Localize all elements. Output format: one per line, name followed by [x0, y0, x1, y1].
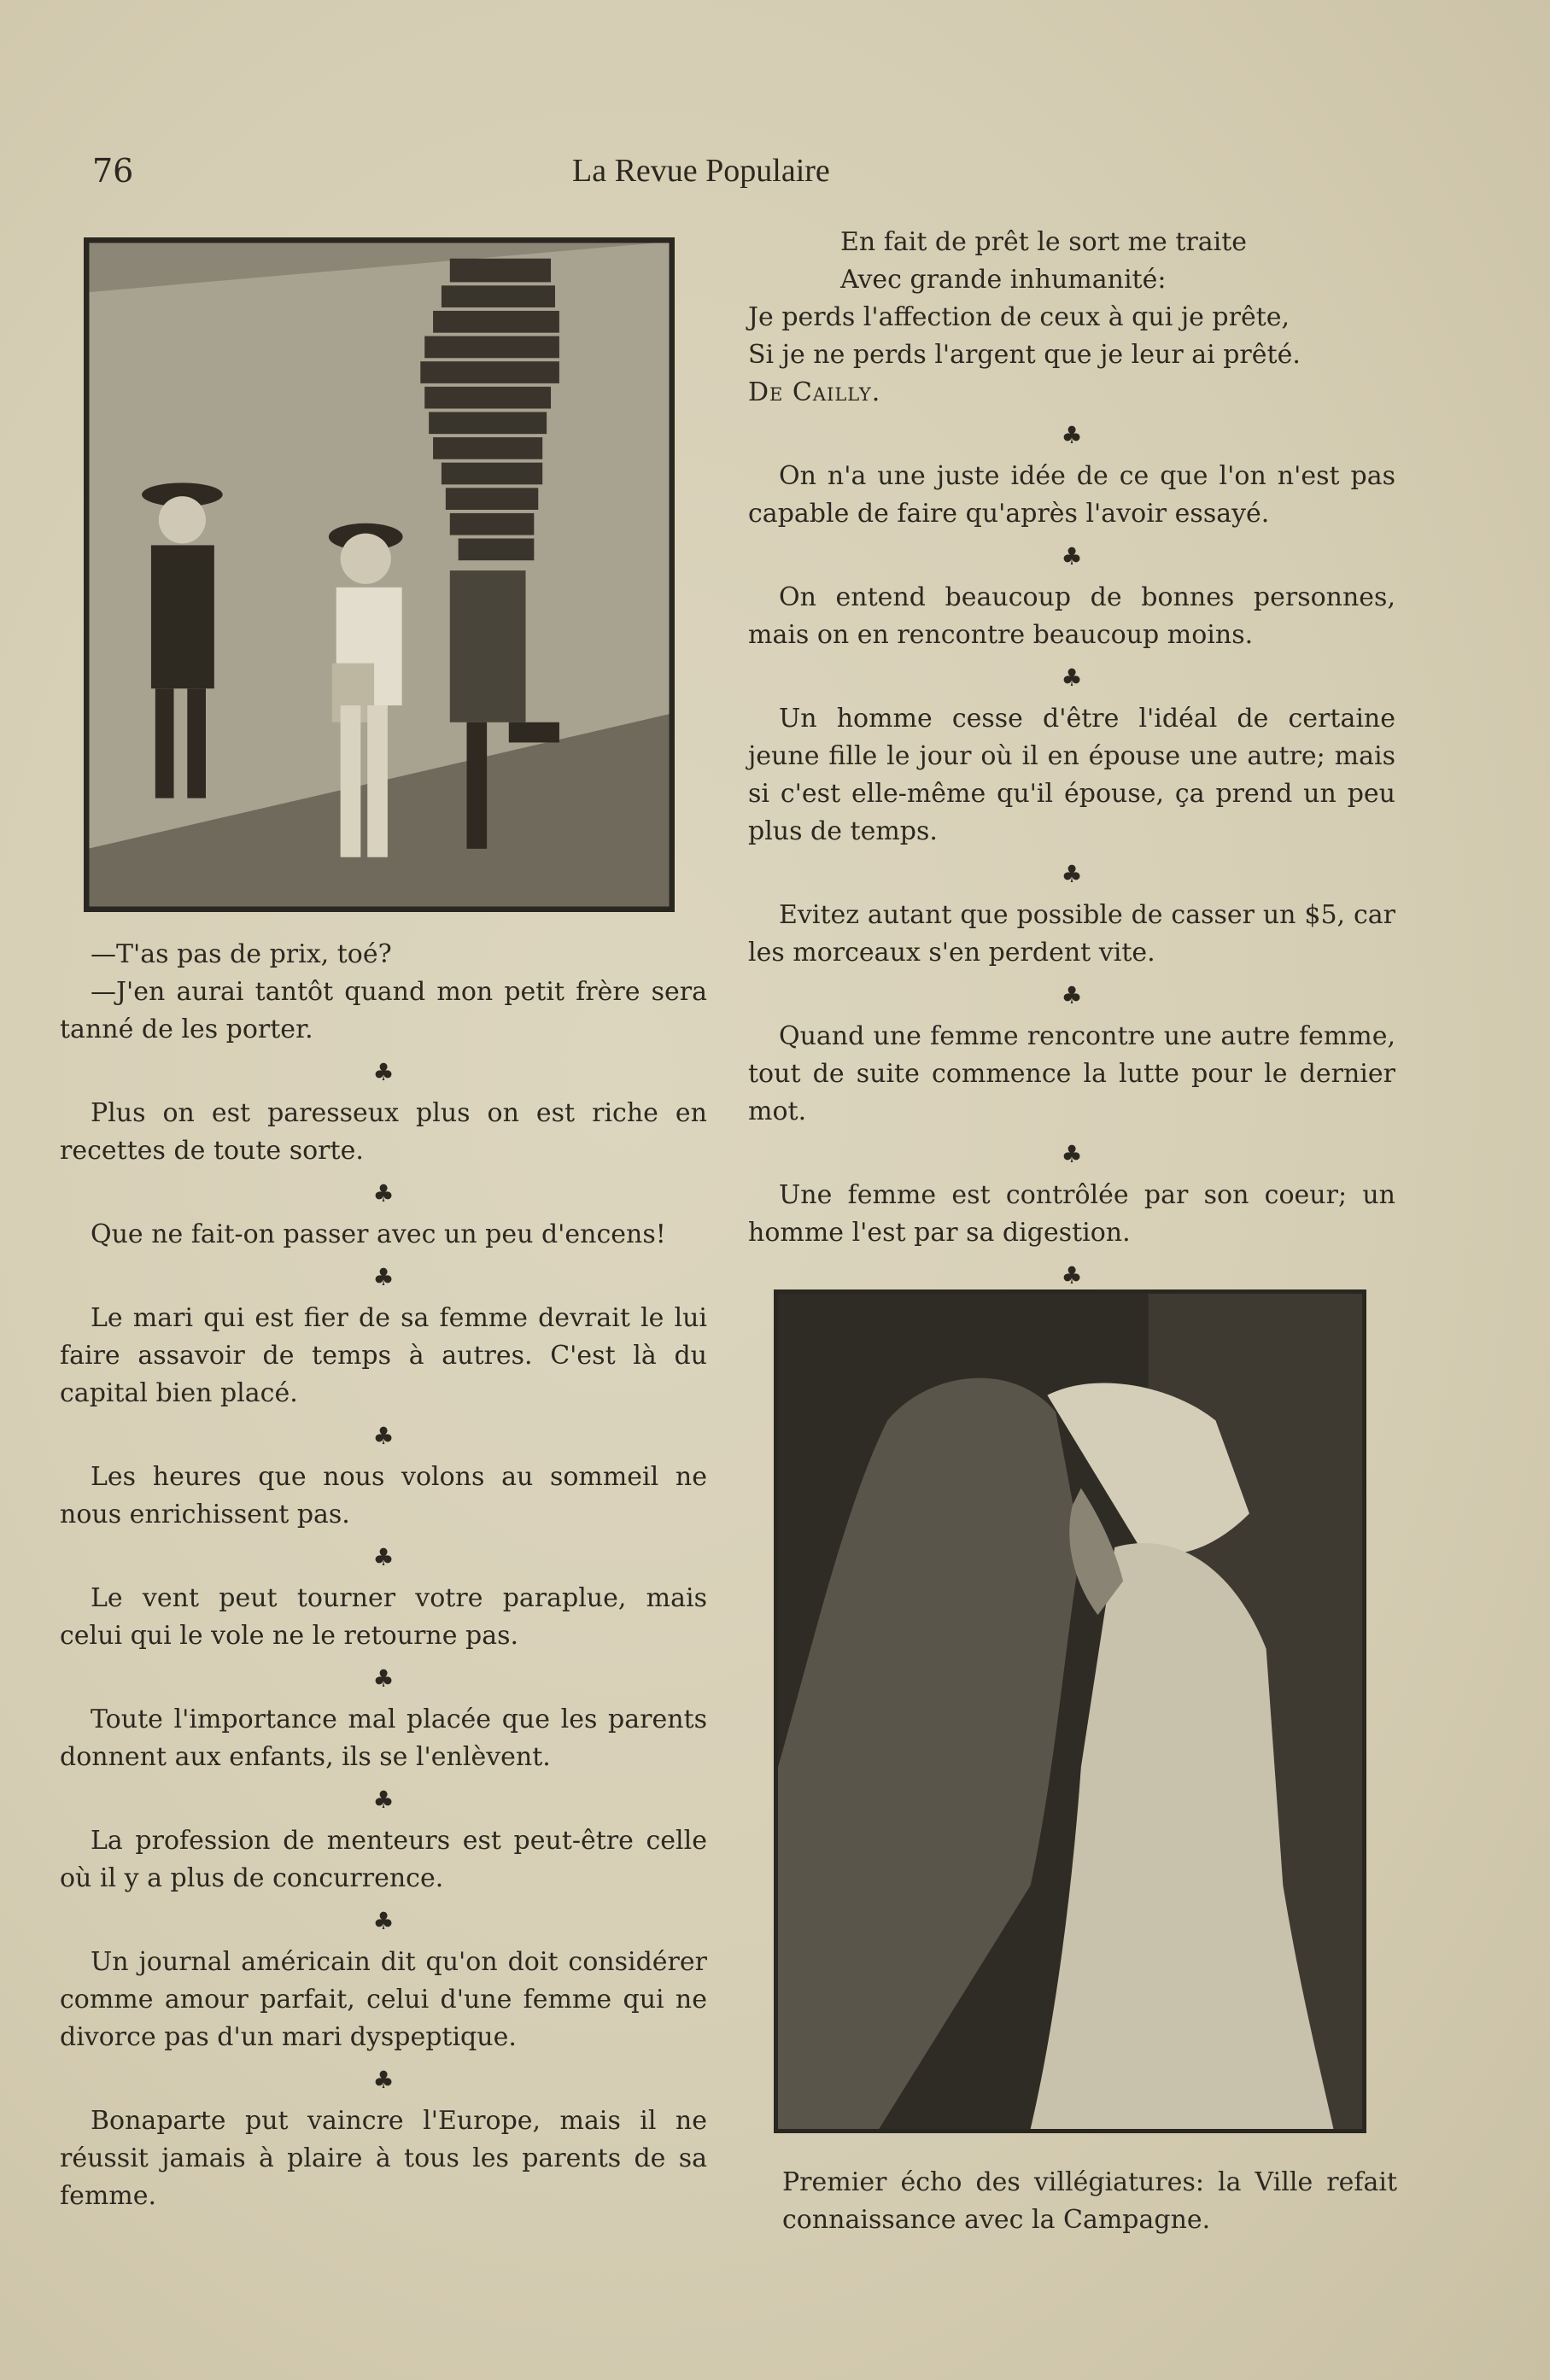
maxim: Evitez autant que possible de casser un $5, car les morceaux s'en perdent vite. — [748, 900, 1395, 968]
maxim: Le mari qui est fier de sa femme devrait le lui faire assavoir de temps à autres. C'est là du capital bien placé. — [60, 1303, 707, 1408]
clover-ornament: ♣ — [372, 1907, 395, 1935]
left-column — [60, 936, 707, 2215]
illustration-boys-with-books — [84, 237, 675, 912]
clover-ornament: ♣ — [1061, 981, 1083, 1009]
verse-signature: De Cailly. — [748, 377, 881, 407]
clover-ornament: ♣ — [1061, 542, 1083, 570]
maxim: La profession de menteurs est peut-être celle où il y a plus de concurrence. — [60, 1826, 707, 1893]
clover-ornament: ♣ — [1061, 1140, 1083, 1168]
clover-ornament: ♣ — [372, 1179, 395, 1208]
photo-kissing-couple — [774, 1289, 1366, 2133]
verse-line: Je perds l'affection de ceux à qui je prête, — [748, 302, 1290, 332]
clover-ornament: ♣ — [1061, 664, 1083, 692]
dialogue-line: —J'en aurai tantôt quand mon petit frère sera tanné de les porter. — [60, 977, 707, 1044]
maxim: Toute l'importance mal placée que les parents donnent aux enfants, ils se l'enlèvent. — [60, 1705, 707, 1772]
illustration-drawing — [88, 242, 670, 908]
dialogue-line: —T'as pas de prix, toé? — [91, 939, 392, 969]
maxim: Une femme est contrôlée par son coeur; un homme l'est par sa digestion. — [748, 1180, 1395, 1248]
maxim: Le vent peut tourner votre paraplue, mais celui qui le vole ne le retourne pas. — [60, 1583, 707, 1651]
maxim: On entend beaucoup de bonnes personnes, mais on en rencontre beaucoup moins. — [748, 582, 1395, 650]
maxim: Plus on est paresseux plus on est riche en recettes de toute sorte. — [60, 1098, 707, 1166]
clover-ornament: ♣ — [372, 1543, 395, 1571]
page-number: 76 — [92, 152, 134, 190]
verse-line: Si je ne perds l'argent que je leur ai prêté. — [748, 340, 1301, 370]
maxim: Un journal américain dit qu'on doit considérer comme amour parfait, celui d'une femme qui ne divorce pas d'un mari dyspeptique. — [60, 1947, 707, 2052]
running-title: La Revue Populaire — [572, 153, 830, 189]
right-column — [748, 224, 1395, 1298]
maxim: Quand une femme rencontre une autre femme, tout de suite commence la lutte pour le dernier mot. — [748, 1021, 1395, 1126]
clover-ornament: ♣ — [1061, 421, 1083, 449]
clover-ornament: ♣ — [1061, 1261, 1083, 1289]
maxim: Que ne fait-on passer avec un peu d'encens! — [91, 1219, 666, 1249]
clover-ornament: ♣ — [372, 2066, 395, 2094]
clover-ornament: ♣ — [372, 1786, 395, 1814]
clover-ornament: ♣ — [372, 1664, 395, 1693]
verse-line: En fait de prêt le sort me traite — [840, 227, 1248, 257]
maxim: Les heures que nous volons au sommeil ne nous enrichissent pas. — [60, 1462, 707, 1529]
clover-ornament: ♣ — [372, 1422, 395, 1450]
photo-image — [778, 1294, 1362, 2129]
photo-caption: Premier écho des villégiatures: la Ville refait connaissance avec la Campagne. — [782, 2167, 1397, 2235]
maxim: Un homme cesse d'être l'idéal de certaine jeune fille le jour où il en épouse une autre; mais si c'est elle-même qu'il épouse, ça prend un peu plus de temps. — [748, 704, 1395, 846]
clover-ornament: ♣ — [372, 1058, 395, 1086]
clover-ornament: ♣ — [1061, 860, 1083, 888]
verse-line: Avec grande inhumanité: — [840, 265, 1167, 295]
maxim: Bonaparte put vaincre l'Europe, mais il ne réussit jamais à plaire à tous les parents de sa femme. — [60, 2106, 707, 2211]
clover-ornament: ♣ — [372, 1263, 395, 1291]
maxim: On n'a une juste idée de ce que l'on n'est pas capable de faire qu'après l'avoir essayé. — [748, 461, 1395, 529]
